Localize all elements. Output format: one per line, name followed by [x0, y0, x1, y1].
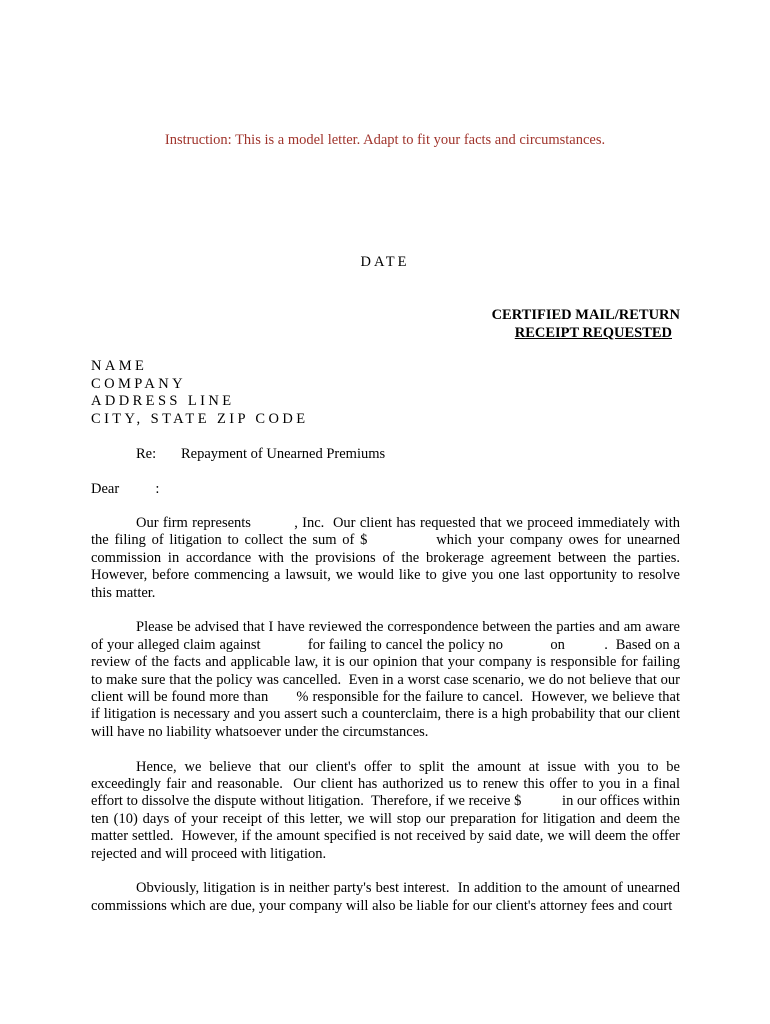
- subject-line: [136, 446, 385, 463]
- body-paragraph-4: Obviously, litigation is in neither party's best interest. In addition to the amount of unearned commissions which are due, your company will also be liable for our client's attorney fees and court: [91, 880, 684, 914]
- recipient-address-line: ADDRESS LINE: [91, 393, 235, 409]
- letter-body: [91, 515, 688, 933]
- certified-mail-notice: [492, 306, 680, 342]
- letter-date: DATE: [360, 254, 410, 270]
- subject-text: Repayment of Unearned Premiums: [181, 446, 386, 462]
- certified-line-2: RECEIPT REQUESTED: [514, 325, 672, 341]
- recipient-name: NAME: [91, 358, 148, 374]
- subject-label: Re:: [136, 446, 157, 462]
- certified-line-1: CERTIFIED MAIL/RETURN: [491, 307, 680, 323]
- body-paragraph-3: Hence, we believe that our client's offer to split the amount at issue with you to be exceedingly fair and reasonable. Our client has authorized us to renew this offer to you in a final effort to dissolve the dispute without litigation. Therefore, if we receive $ in our offices within ten (10) days of your receipt of this letter, we will stop our preparation for litigation and deem the matter settled. However, if the amount specified is not received by said date, we will deem the offer rejected and will proceed with litigation.: [91, 758, 684, 862]
- body-paragraph-2: Please be advised that I have reviewed the correspondence between the parties and am aware of your alleged claim against for failing to cancel the policy no on . Based on a review of the facts and applicable law, it is our opinion that your company is responsible for failing to make sure that the policy was cancelled. Even in a worst case scenario, we do not believe that our client will be found more than % responsible for the failure to cancel. However, we believe that if litigation is necessary and you assert such a counterclaim, there is a high probability that our client will have no liability whatsoever under the circumstances.: [91, 619, 684, 740]
- body-paragraph-1: Our firm represents , Inc. Our client has requested that we proceed immediately with the filing of litigation to collect the sum of $ which your company owes for unearned commission in accordance with the provisions of the brokerage agreement between the parties. However, before commencing a lawsuit, we would like to give you one last opportunity to resolve this matter.: [91, 515, 688, 601]
- recipient-company: COMPANY: [91, 375, 186, 392]
- instruction-note: Instruction: This is a model letter. Adapt to fit your facts and circumstances.: [164, 132, 606, 148]
- salutation: Dear :: [91, 481, 160, 497]
- recipient-city-state-zip: CITY, STATE ZIP CODE: [91, 410, 309, 427]
- recipient-address: [91, 358, 308, 428]
